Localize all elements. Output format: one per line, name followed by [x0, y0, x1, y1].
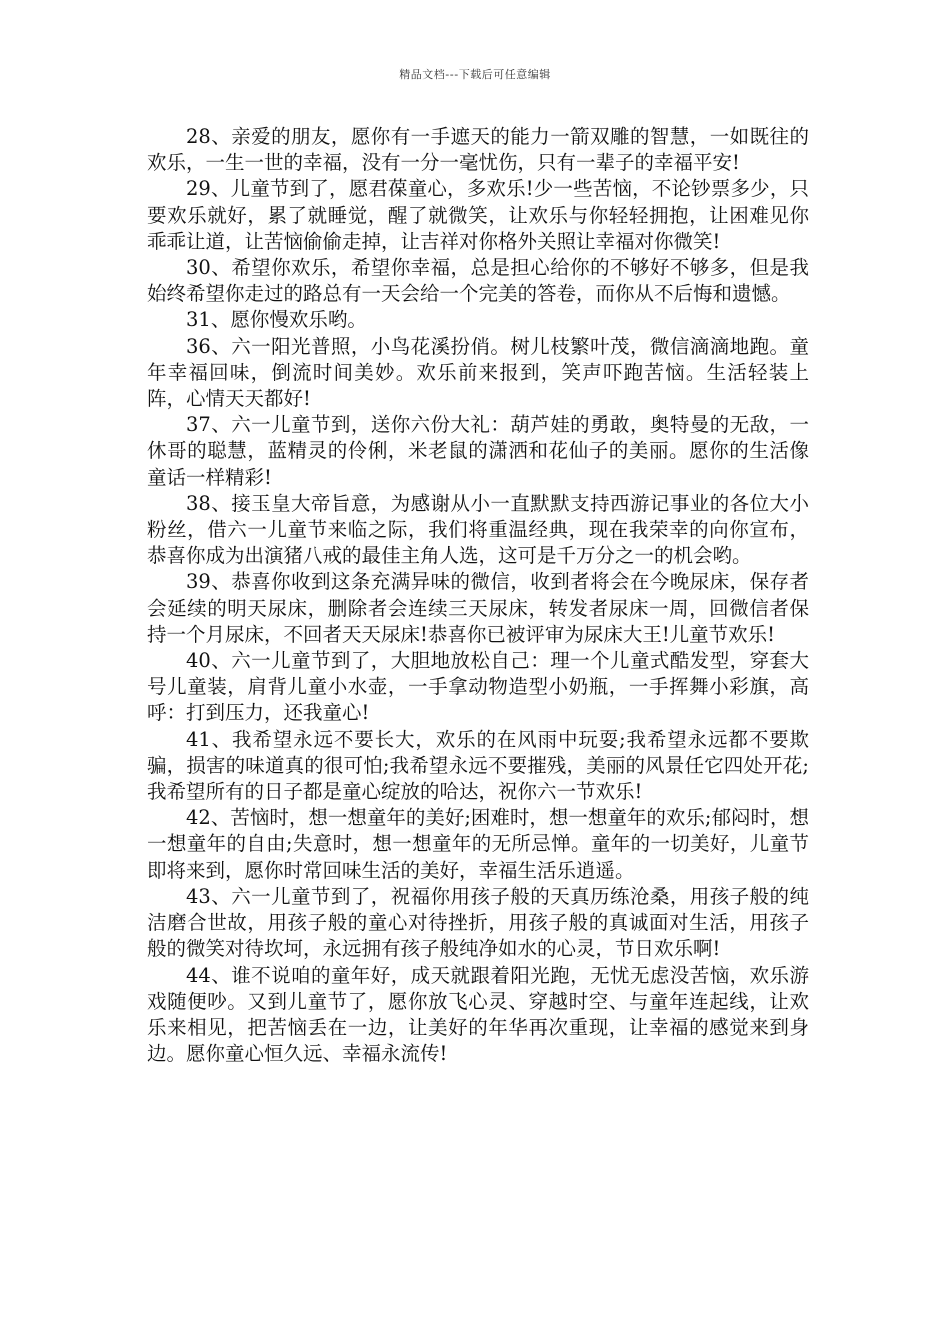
paragraph-41: 41、我希望永远不要长大，欢乐的在风雨中玩耍;我希望永远都不要欺骗，损害的味道真的很可怕;我希望永远不要摧残，美丽的风景任它四处开花;我希望所有的日子都是童心绽放的哈达，祝你六一节欢乐! [147, 727, 809, 804]
paragraph-40: 40、六一儿童节到了，大胆地放松自己：理一个儿童式酷发型，穿套大号儿童装，肩背儿童小水壶，一手拿动物造型小奶瓶，一手挥舞小彩旗，高呼：打到压力，还我童心! [147, 649, 809, 725]
paragraph-29: 29、儿童节到了，愿君葆童心，多欢乐!少一些苦恼，不论钞票多少，只要欢乐就好，累了就睡觉，醒了就微笑，让欢乐与你轻轻拥抱，让困难见你乖乖让道，让苦恼偷偷走掉，让吉祥对你格外关照让幸福对你微笑! [147, 177, 809, 253]
paragraph-36: 36、六一阳光普照，小鸟花溪扮俏。树儿枝繁叶茂，微信滴滴地跑。童年幸福回味，倒流时间美妙。欢乐前来报到，笑声吓跑苦恼。生活轻装上阵，心情天天都好! [147, 334, 809, 411]
paragraph-31: 31、愿你慢欢乐哟。 [186, 308, 367, 332]
paragraph-42: 42、苦恼时，想一想童年的美好;困难时，想一想童年的欢乐;郁闷时，想一想童年的自由;失意时，想一想童年的无所忌惮。童年的一切美好，儿童节即将来到，愿你时常回味生活的美好，幸福生活乐逍遥。 [147, 806, 809, 882]
paragraph-44: 44、谁不说咱的童年好，成天就跟着阳光跑，无忧无虑没苦恼，欢乐游戏随便吵。又到儿童节了，愿你放飞心灵、穿越时空、与童年连起线，让欢乐来相见，把苦恼丢在一边，让美好的年华再次重现，让幸福的感觉来到身边。愿你童心恒久远、幸福永流传! [147, 963, 809, 1066]
paragraph-43: 43、六一儿童节到了，祝福你用孩子般的天真历练沧桑，用孩子般的纯洁磨合世故，用孩子般的童心对待挫折，用孩子般的真诚面对生活，用孩子般的微笑对待坎坷，永远拥有孩子般纯净如水的心灵，节日欢乐啊! [147, 884, 809, 961]
document-body [147, 124, 809, 1067]
paragraph-38: 38、接玉皇大帝旨意，为感谢从小一直默默支持西游记事业的各位大小粉丝，借六一儿童节来临之际，我们将重温经典，现在我荣幸的向你宣布，恭喜你成为出演猪八戒的最佳主角人选，这可是千万分之一的机会哟。 [147, 491, 809, 568]
paragraph-39: 39、恭喜你收到这条充满异味的微信，收到者将会在今晚尿床，保存者会延续的明天尿床，删除者会连续三天尿床，转发者尿床一周，回微信者保持一个月尿床，不回者天天尿床!恭喜你已被评审为尿床大王!儿童节欢乐! [147, 570, 809, 646]
paragraph-37: 37、六一儿童节到，送你六份大礼：葫芦娃的勇敢，奥特曼的无敌，一休哥的聪慧，蓝精灵的伶俐，米老鼠的潇洒和花仙子的美丽。愿你的生活像童话一样精彩! [147, 413, 809, 489]
paragraph-30: 30、希望你欢乐，希望你幸福，总是担心给你的不够好不够多，但是我始终希望你走过的路总有一天会给一个完美的答卷，而你从不后悔和遗憾。 [147, 256, 809, 306]
page-header: 精品文档---下载后可任意编辑 [399, 68, 551, 81]
paragraph-28: 28、亲爱的朋友，愿你有一手遮天的能力一箭双雕的智慧，一如既往的欢乐，一生一世的幸福，没有一分一毫忧伤，只有一辈子的幸福平安! [147, 125, 809, 175]
